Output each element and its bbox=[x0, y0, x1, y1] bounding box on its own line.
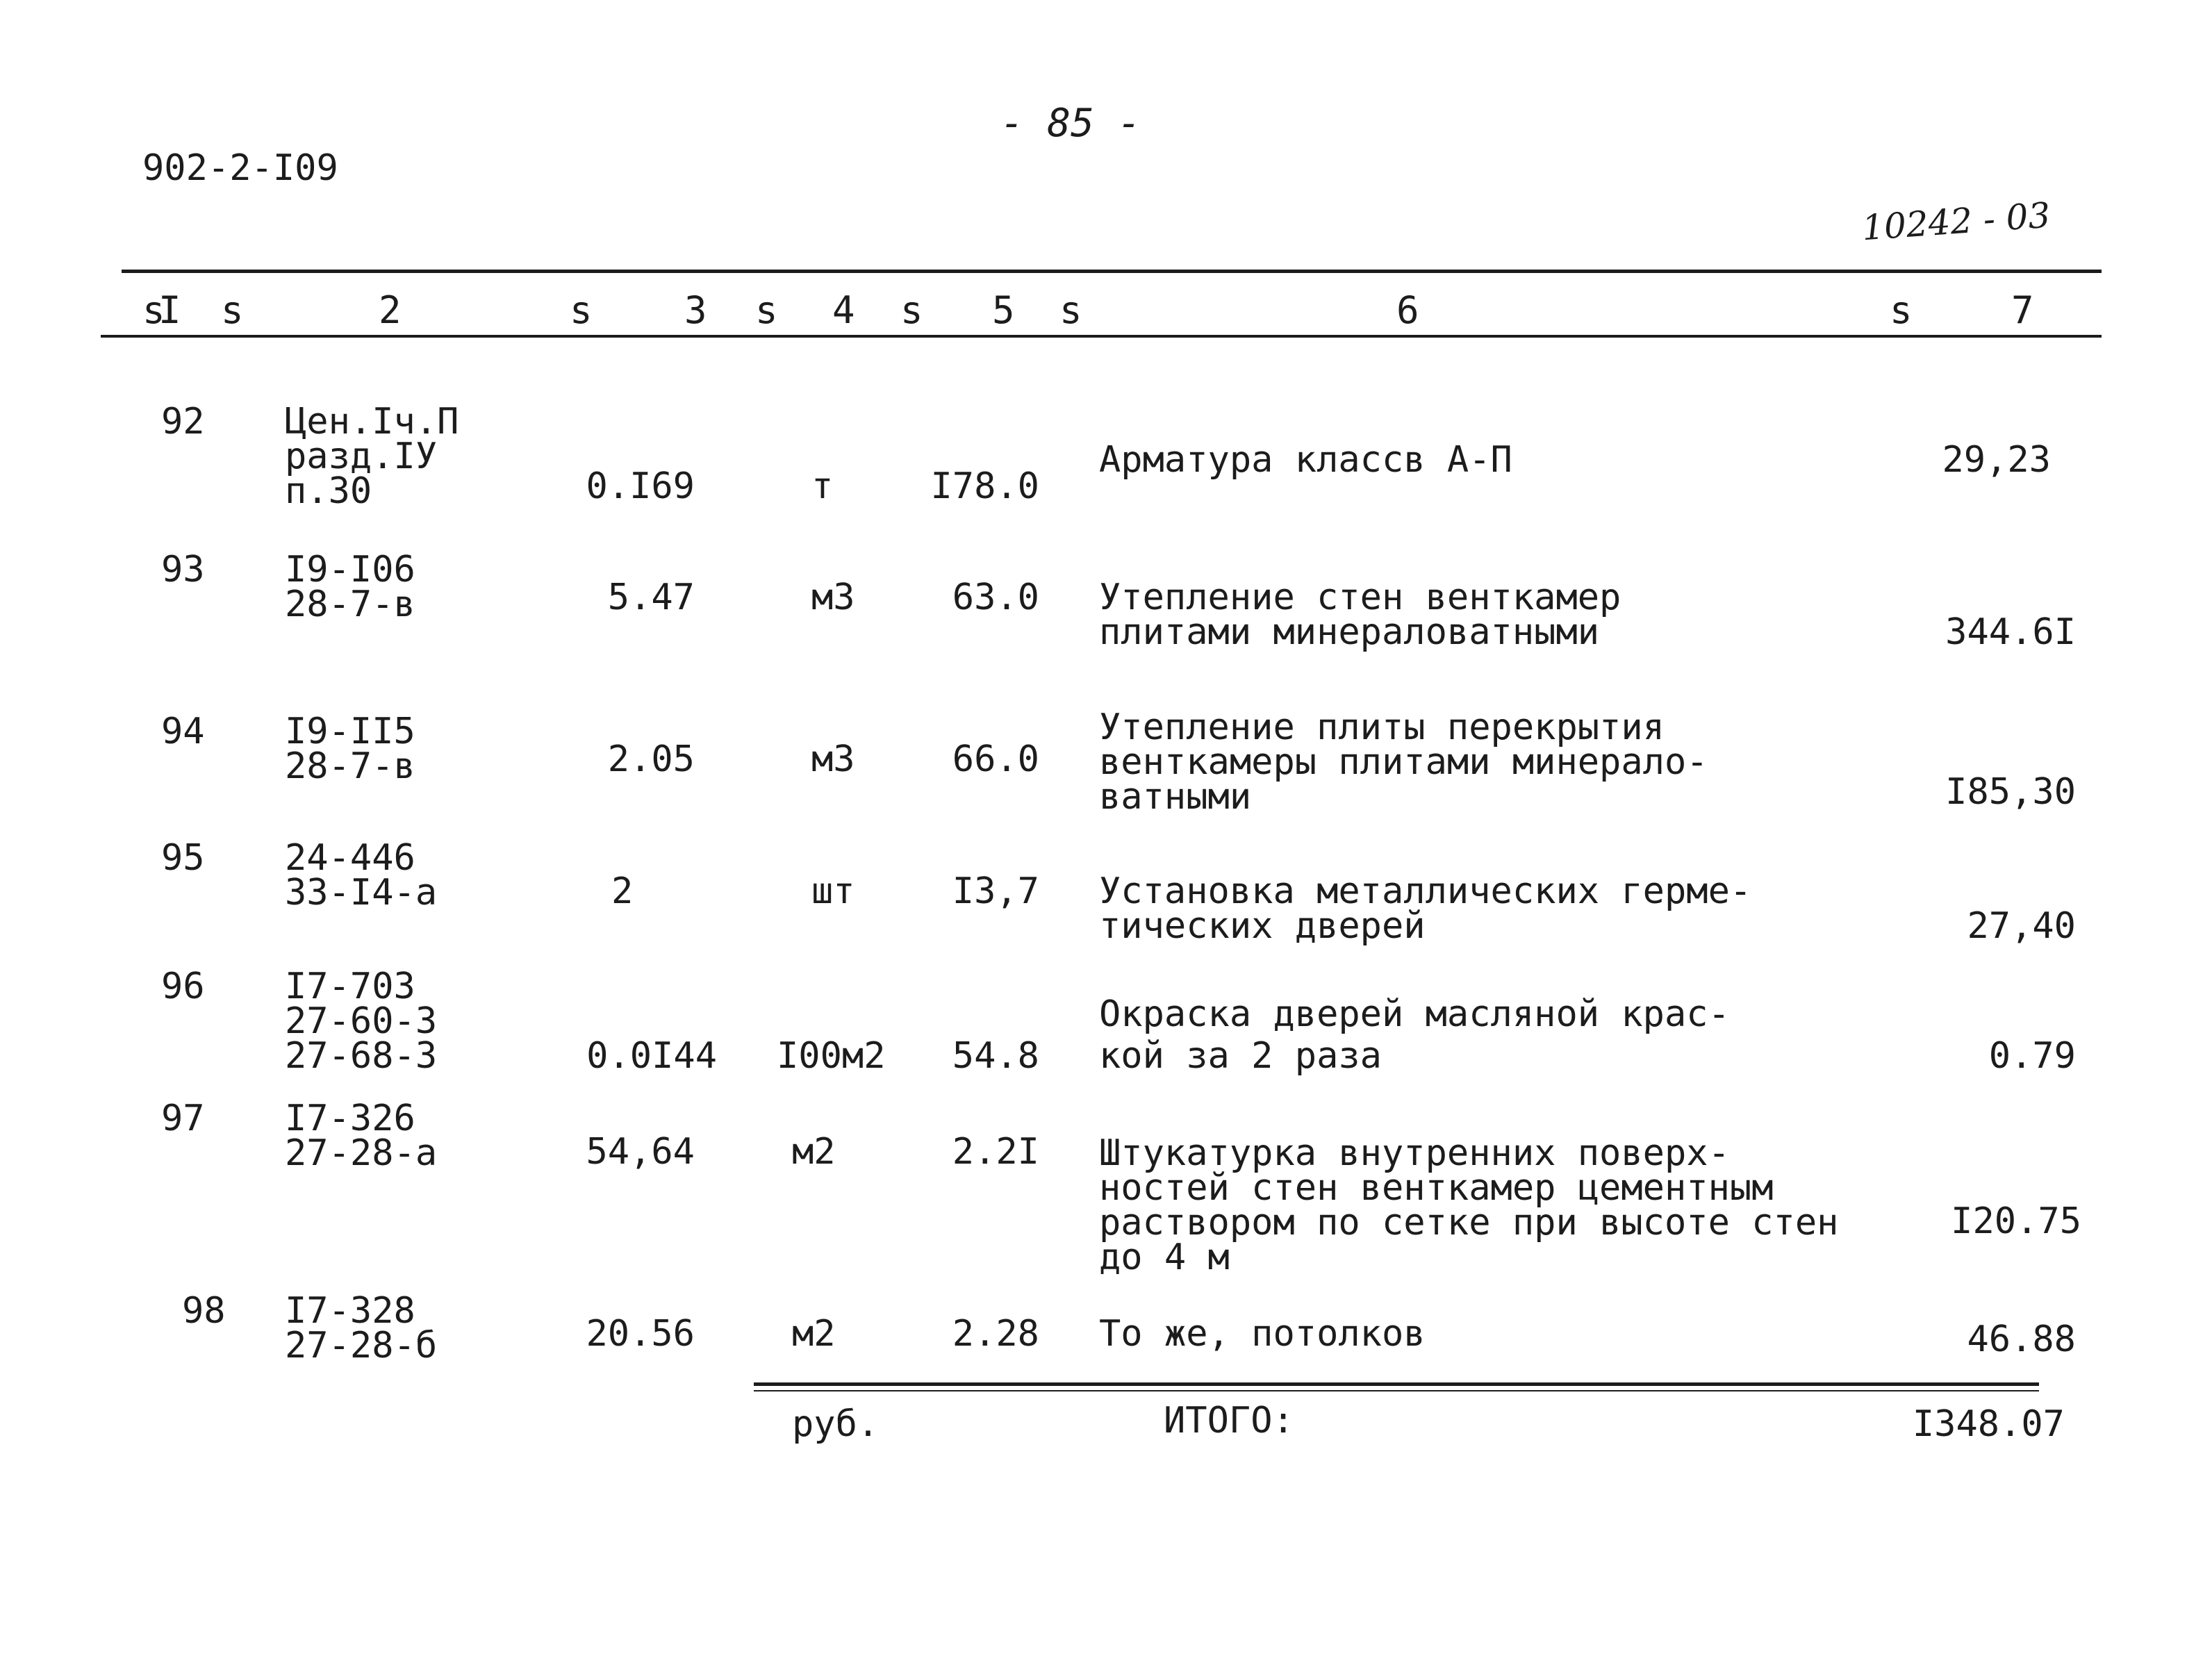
unit-cell: т bbox=[811, 465, 834, 507]
column-header-2: 2 bbox=[379, 288, 402, 332]
code-line: 27-28-б bbox=[285, 1325, 438, 1366]
column-header-4: 4 bbox=[832, 288, 855, 332]
unit-cell: м2 bbox=[792, 1313, 836, 1355]
code-line: 27-60-3 bbox=[285, 1000, 438, 1042]
description-line: раствором по сетке при высоте стен bbox=[1099, 1202, 1839, 1244]
code-cell bbox=[285, 1290, 438, 1366]
column-header-5: 5 bbox=[992, 288, 1015, 332]
column-header-3: 3 bbox=[684, 288, 707, 332]
price-cell: 54.8 bbox=[952, 1035, 1039, 1077]
header-separator: s bbox=[142, 288, 165, 332]
code-line: 27-28-а bbox=[285, 1132, 438, 1174]
code-line: I7-328 bbox=[285, 1290, 415, 1332]
header-separator: s bbox=[1059, 288, 1082, 332]
column-header-7: 7 bbox=[2011, 288, 2034, 332]
price-cell: 2.2I bbox=[952, 1131, 1039, 1173]
code-line: Цен.Iч.П bbox=[285, 401, 459, 443]
row-number: 93 bbox=[161, 549, 205, 590]
total-rule-thin bbox=[754, 1390, 2039, 1391]
row-number: 98 bbox=[182, 1290, 226, 1332]
code-line: п.30 bbox=[285, 470, 372, 512]
description-line: венткамеры плитами минерало- bbox=[1099, 741, 1708, 783]
summary-total: I348.07 bbox=[1912, 1403, 2065, 1445]
header-separator: s bbox=[900, 288, 923, 332]
code-cell bbox=[285, 549, 415, 625]
code-line: I7-326 bbox=[285, 1098, 415, 1139]
total-cell: 27,40 bbox=[1967, 905, 2076, 947]
description-line: кой за 2 раза bbox=[1099, 1035, 1382, 1077]
description-cell bbox=[1099, 439, 1512, 481]
description-cell bbox=[1099, 707, 1708, 818]
row-number: 92 bbox=[161, 401, 205, 443]
quantity-cell: 2.05 bbox=[607, 738, 695, 780]
description-cell bbox=[1099, 1132, 1839, 1278]
description-line: до 4 м bbox=[1099, 1237, 1230, 1278]
code-line: 27-68-3 bbox=[285, 1035, 438, 1077]
column-header-6: 6 bbox=[1396, 288, 1419, 332]
code-line: I7-703 bbox=[285, 966, 415, 1007]
code-cell bbox=[285, 401, 459, 512]
description-cell bbox=[1099, 870, 1752, 947]
code-line: I9-I06 bbox=[285, 549, 415, 590]
column-header-1: I bbox=[158, 288, 181, 332]
total-rule bbox=[754, 1382, 2039, 1386]
code-line: 24-446 bbox=[285, 837, 415, 879]
code-cell bbox=[285, 711, 415, 787]
header-separator: s bbox=[221, 288, 244, 332]
description-line: Установка металлических герме- bbox=[1099, 870, 1752, 912]
header-separator: s bbox=[1890, 288, 1913, 332]
unit-cell: м3 bbox=[811, 738, 855, 780]
quantity-cell: 2 bbox=[611, 870, 634, 912]
description-cell bbox=[1099, 577, 1621, 653]
row-number: 94 bbox=[161, 711, 205, 752]
unit-cell: I00м2 bbox=[777, 1035, 886, 1077]
description-line: ностей стен венткамер цементным bbox=[1099, 1167, 1774, 1209]
unit-cell: м3 bbox=[811, 577, 855, 618]
price-cell: 66.0 bbox=[952, 738, 1039, 780]
description-line: Утепление стен венткамер bbox=[1099, 577, 1621, 618]
description-line: тических дверей bbox=[1099, 905, 1426, 947]
total-cell: 344.6I bbox=[1945, 611, 2076, 653]
description-line: То же, потолков bbox=[1099, 1313, 1426, 1355]
row-number: 95 bbox=[161, 837, 205, 879]
description-line: ватными bbox=[1099, 776, 1252, 818]
summary-label: ИТОГО: bbox=[1164, 1400, 1294, 1441]
total-cell: 0.79 bbox=[1988, 1035, 2076, 1077]
quantity-cell: 5.47 bbox=[607, 577, 695, 618]
handwritten-number: 10242 - 03 bbox=[1860, 195, 2052, 249]
price-cell: 2.28 bbox=[952, 1313, 1039, 1355]
unit-cell: м2 bbox=[792, 1131, 836, 1173]
row-number: 96 bbox=[161, 966, 205, 1007]
document-code: 902-2-I09 bbox=[142, 147, 338, 189]
page-number: - 85 - bbox=[1000, 101, 1141, 146]
total-cell: 46.88 bbox=[1967, 1319, 2076, 1360]
price-cell: 63.0 bbox=[952, 577, 1039, 618]
header-separator: s bbox=[755, 288, 778, 332]
code-cell bbox=[285, 966, 438, 1077]
description-line: Штукатурка внутренних поверх- bbox=[1099, 1132, 1730, 1174]
code-line: I9-II5 bbox=[285, 711, 415, 752]
quantity-cell: 54,64 bbox=[586, 1131, 695, 1173]
price-cell: I3,7 bbox=[952, 870, 1039, 912]
quantity-cell: 0.0I44 bbox=[586, 1035, 717, 1077]
row-number: 97 bbox=[161, 1098, 205, 1139]
description-line: Окраска дверей масляной крас- bbox=[1099, 993, 1730, 1035]
description-line: Арматура классв А-П bbox=[1099, 439, 1512, 481]
quantity-cell: 20.56 bbox=[586, 1313, 695, 1355]
code-line: 28-7-в bbox=[285, 584, 415, 625]
code-cell bbox=[285, 837, 438, 914]
description-cell bbox=[1099, 1313, 1426, 1355]
description-line: плитами минераловатными bbox=[1099, 611, 1600, 653]
quantity-cell: 0.I69 bbox=[586, 465, 695, 507]
total-cell: 29,23 bbox=[1942, 439, 2051, 481]
code-line: разд.IУ bbox=[285, 436, 438, 477]
code-cell bbox=[285, 1098, 438, 1174]
summary-currency: руб. bbox=[792, 1403, 880, 1445]
description-line: Утепление плиты перекрытия bbox=[1099, 707, 1665, 748]
unit-cell: шт bbox=[811, 870, 855, 912]
header-bottom-rule bbox=[101, 335, 2102, 338]
code-line: 33-I4-а bbox=[285, 872, 438, 914]
total-cell: I85,30 bbox=[1945, 771, 2076, 813]
header-top-rule bbox=[122, 270, 2102, 273]
price-cell: I78.0 bbox=[930, 465, 1039, 507]
code-line: 28-7-в bbox=[285, 745, 415, 787]
header-separator: s bbox=[570, 288, 593, 332]
total-cell: I20.75 bbox=[1951, 1200, 2081, 1242]
description-cell bbox=[1099, 993, 1730, 1077]
